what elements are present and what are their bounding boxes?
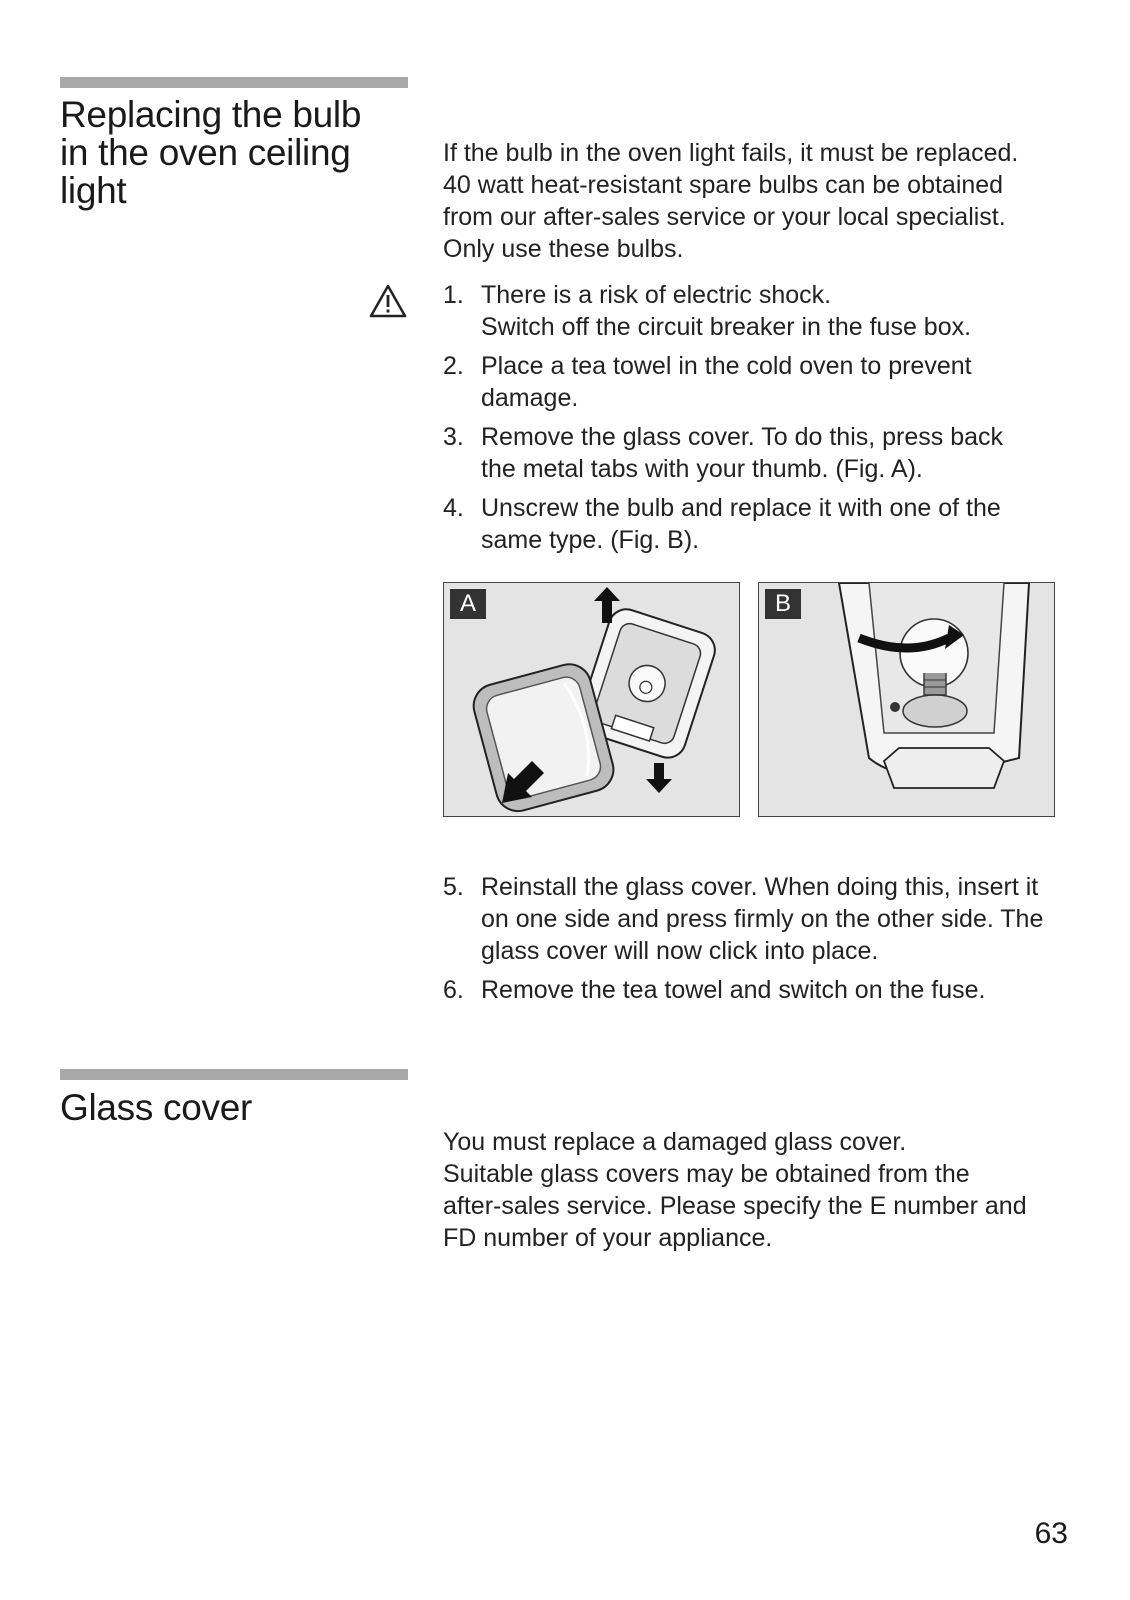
step-text: on one side and press firmly on the other side. The [481, 905, 1044, 933]
step-number: 4. [443, 494, 464, 522]
text-line: Suitable glass covers may be obtained from the [443, 1160, 970, 1188]
figure-label-b: B [765, 589, 801, 619]
step-text: same type. (Fig. B). [481, 526, 700, 554]
text-line: Only use these bulbs. [443, 235, 684, 263]
step-text: Unscrew the bulb and replace it with one of the [481, 494, 1001, 522]
step-text: Remove the tea towel and switch on the fuse. [481, 976, 986, 1004]
intro-paragraph [443, 137, 1083, 265]
step-text: the metal tabs with your thumb. (Fig. A). [481, 455, 923, 483]
step-number: 5. [443, 873, 464, 901]
section-rule-bulb [60, 77, 408, 88]
heading-line: in the oven ceiling [60, 132, 351, 173]
page-number: 63 [1034, 1517, 1068, 1550]
list-item [443, 421, 1083, 485]
step-text: damage. [481, 384, 579, 412]
steps-list-first [443, 279, 1083, 563]
list-item [443, 279, 1083, 343]
step-number: 2. [443, 352, 464, 380]
figure-label-a: A [450, 589, 486, 619]
step-number: 3. [443, 423, 464, 451]
list-item [443, 350, 1083, 414]
text-line: If the bulb in the oven light fails, it must be replaced. [443, 139, 1019, 167]
warning-triangle-icon [368, 283, 408, 319]
step-number: 1. [443, 281, 464, 309]
step-text: Reinstall the glass cover. When doing this, insert it [481, 873, 1039, 901]
glass-cover-paragraph [443, 1126, 1083, 1254]
step-number: 6. [443, 976, 464, 1004]
text-line: from our after-sales service or your local specialist. [443, 203, 1006, 231]
text-line: 40 watt heat-resistant spare bulbs can be obtained [443, 171, 1004, 199]
list-item [443, 871, 1083, 967]
glass-cover-removal-illustration [444, 583, 740, 817]
step-text: glass cover will now click into place. [481, 937, 879, 965]
heading-line: light [60, 170, 127, 211]
figure-a [443, 582, 740, 817]
figure-b [758, 582, 1055, 817]
heading-line: Glass cover [60, 1087, 253, 1128]
bulb-replacement-illustration [759, 583, 1055, 817]
section-rule-glass-cover [60, 1069, 408, 1080]
heading-replacing-bulb [60, 96, 420, 210]
heading-glass-cover [60, 1089, 420, 1127]
text-line: FD number of your appliance. [443, 1224, 773, 1252]
text-line: You must replace a damaged glass cover. [443, 1128, 907, 1156]
list-item [443, 974, 1083, 1006]
step-text: Switch off the circuit breaker in the fuse box. [481, 313, 972, 341]
step-text: Remove the glass cover. To do this, press back [481, 423, 1004, 451]
step-text: There is a risk of electric shock. [481, 281, 832, 309]
steps-list-second [443, 871, 1083, 1013]
step-text: Place a tea towel in the cold oven to prevent [481, 352, 972, 380]
heading-line: Replacing the bulb [60, 94, 362, 135]
list-item [443, 492, 1083, 556]
text-line: after-sales service. Please specify the E number and [443, 1192, 1027, 1220]
